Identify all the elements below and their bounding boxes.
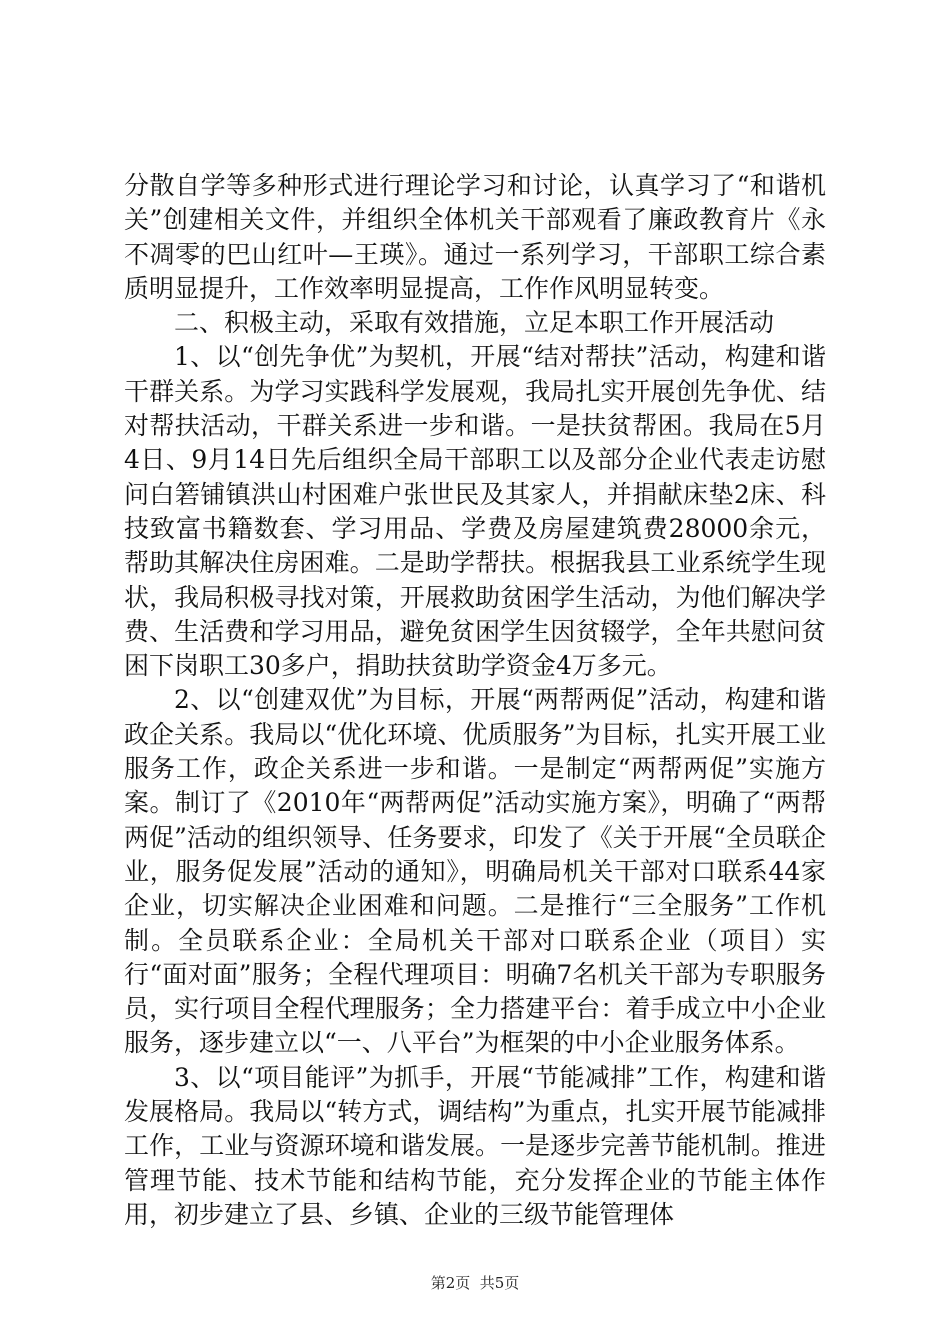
section-heading: 二、积极主动，采取有效措施，立足本职工作开展活动	[174, 308, 775, 338]
page-number-footer: 第2页 共5页	[430, 1274, 520, 1292]
paragraph-item-1: 1、以“创先争优”为契机，开展“结对帮扶”活动，构建和谐干群关系。为学习实践科学发展观，我局扎实开展创先争优、结对帮扶活动，干群关系进一步和谐。一是扶贫帮困。我局在5月4日、9月14日先后组织全局干部职工以及部分企业代表走访慰问白箬铺镇洪山村困难户张世民及其家人，并捐献床垫2床、科技致富书籍数套、学习用品、学费及房屋建筑费28000余元，帮助其解决住房困难。二是助学帮扶。根据我县工业系统学生现状，我局积极寻找对策，开展救助贫困学生活动，为他们解决学费、生活费和学习用品，避免贫困学生因贫辍学，全年共慰问贫困下岗职工30多户，捐助扶贫助学资金4万多元。	[124, 342, 826, 681]
paragraph-item-3: 3、以“项目能评”为抓手，开展“节能减排”工作，构建和谐发展格局。我局以“转方式，调结构”为重点，扎实开展节能减排工作，工业与资源环境和谐发展。一是逐步完善节能机制。推进管理节能、技术节能和结构节能，充分发挥企业的节能主体作用，初步建立了县、乡镇、企业的三级节能管理体	[124, 1062, 826, 1229]
document-body	[124, 169, 826, 1232]
paragraph-1: 分散自学等多种形式进行理论学习和讨论，认真学习了“和谐机关”创建相关文件，并组织全体机关干部观看了廉政教育片《永不凋零的巴山红叶—王瑛》。通过一系列学习，干部职工综合素质明显提升，工作效率明显提高，工作作风明显转变。	[124, 171, 826, 303]
paragraph-item-2: 2、以“创建双优”为目标，开展“两帮两促”活动，构建和谐政企关系。我局以“优化环境、优质服务”为目标，扎实开展工业服务工作，政企关系进一步和谐。一是制定“两帮两促”实施方案。制订了《2010年“两帮两促”活动实施方案》，明确了“两帮两促”活动的组织领导、任务要求，印发了《关于开展“全员联企业，服务促发展”活动的通知》，明确局机关干部对口联系44家企业，切实解决企业困难和问题。二是推行“三全服务”工作机制。全员联系企业：全局机关干部对口联系企业（项目）实行“面对面”服务；全程代理项目：明确7名机关干部为专职服务员，实行项目全程代理服务；全力搭建平台：着手成立中小企业服务，逐步建立以“一、八平台”为框架的中小企业服务体系。	[124, 685, 826, 1058]
